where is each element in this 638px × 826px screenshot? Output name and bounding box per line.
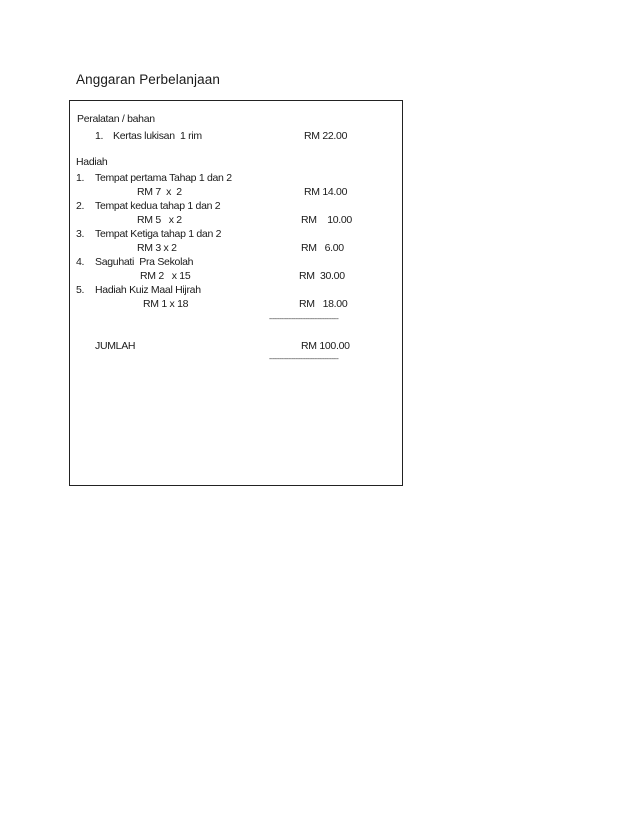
section-heading-hadiah: Hadiah — [76, 156, 108, 168]
total-label: JUMLAH — [95, 340, 136, 352]
item-label: Kertas lukisan 1 rim — [113, 130, 202, 142]
section-heading-peralatan: Peralatan / bahan — [77, 113, 155, 125]
prize-detail: RM 7 x 2 — [137, 186, 182, 198]
prize-number: 3. — [76, 228, 85, 240]
prize-label: Tempat pertama Tahap 1 dan 2 — [95, 172, 232, 184]
prize-amount: RM 10.00 — [301, 214, 352, 226]
prize-label: Hadiah Kuiz Maal Hijrah — [95, 284, 201, 296]
prize-number: 5. — [76, 284, 85, 296]
prize-detail: RM 3 x 2 — [137, 242, 177, 254]
subtotal-divider: ---------------------------------------- — [269, 316, 339, 323]
total-amount: RM 100.00 — [301, 340, 350, 352]
prize-detail: RM 5 x 2 — [137, 214, 182, 226]
prize-number: 2. — [76, 200, 85, 212]
prize-amount: RM 14.00 — [304, 186, 348, 198]
prize-label: Tempat kedua tahap 1 dan 2 — [95, 200, 221, 212]
prize-amount: RM 30.00 — [299, 270, 345, 282]
prize-detail: RM 2 x 15 — [140, 270, 191, 282]
prize-number: 1. — [76, 172, 85, 184]
prize-number: 4. — [76, 256, 85, 268]
item-amount: RM 22.00 — [304, 130, 348, 142]
page-title: Anggaran Perbelanjaan — [76, 72, 220, 87]
prize-amount: RM 6.00 — [301, 242, 344, 254]
prize-amount: RM 18.00 — [299, 298, 348, 310]
prize-label: Saguhati Pra Sekolah — [95, 256, 194, 268]
prize-label: Tempat Ketiga tahap 1 dan 2 — [95, 228, 222, 240]
total-divider: ---------------------------------------- — [269, 356, 339, 363]
prize-detail: RM 1 x 18 — [143, 298, 189, 310]
item-number: 1. — [95, 130, 104, 142]
